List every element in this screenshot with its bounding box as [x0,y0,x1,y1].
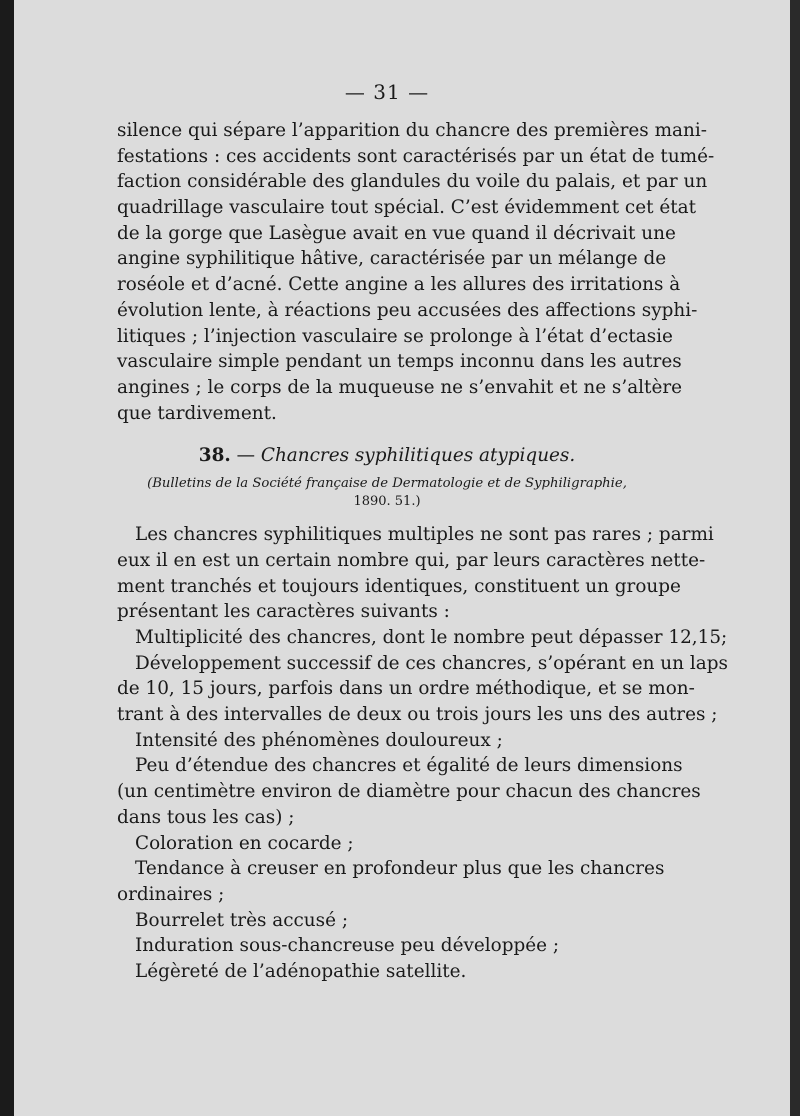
text-line: eux il en est un certain nombre qui, par leurs caractères nette- [117,549,706,571]
list-item-line: dans tous les cas) ; [117,806,295,828]
characteristics-list [117,625,728,985]
text-line: quadrillage vasculaire tout spécial. C’est évidemment cet état [117,197,696,219]
text-line: silence qui sépare l’apparition du chancre des premières mani- [117,120,707,141]
text-line: Les chancres syphilitiques multiples ne sont pas rares ; parmi [135,524,714,546]
section-dash: — [230,445,261,467]
scan-edge [790,0,800,1116]
text-line: que tardivement. [117,402,277,424]
list-item-line: Multiplicité des chancres, dont le nombre peut dépasser 12,15; [135,627,728,648]
text-line: présentant les caractères suivants : [117,601,450,623]
text-line: litiques ; l’injection vasculaire se prolonge à l’état d’ectasie [117,325,673,347]
text-line: roséole et d’acné. Cette angine a les allures des irritations à [117,274,681,296]
text-line: angines ; le corps de la muqueuse ne s’envahit et ne s’altère [117,376,683,398]
bibliographic-reference: (Bulletins de la Société française de Dermatologie et de Syphiligraphie, [147,476,627,492]
list-item-line: Intensité des phénomènes douloureux ; [135,729,503,751]
text-line: ment tranchés et toujours identiques, constituent un groupe [117,575,681,597]
text-line: de la gorge que Lasègue avait en vue quand il décrivait une [117,222,676,244]
section-title: Chancres syphilitiques atypiques. [260,445,576,467]
list-item-line: Légèreté de l’adénopathie satellite. [135,960,467,982]
list-item-line: Développement successif de ces chancres, s’opérant en un laps [135,652,728,674]
list-item-line: Induration sous-chancreuse peu développée ; [135,935,560,957]
paragraph-chancres [117,522,714,625]
list-item-line: Peu d’étendue des chancres et égalité de leurs dimensions [135,755,683,777]
list-item-line: Coloration en cocarde ; [135,832,354,854]
list-item-line: trant à des intervalles de deux ou trois jours les uns des autres ; [117,704,718,726]
section-number: 38. [198,445,231,467]
text-line: faction considérable des glandules du voile du palais, et par un [117,171,708,193]
text-line: évolution lente, à réactions peu accusées des affections syphi- [117,299,698,321]
list-item-line: ordinaires ; [117,883,225,905]
list-item-line: de 10, 15 jours, parfois dans un ordre méthodique, et se mon- [117,678,695,700]
list-item-line: Bourrelet très accusé ; [135,909,349,931]
section-heading [117,444,657,468]
text-line: festations : ces accidents sont caractérisés par un état de tumé- [117,145,715,167]
paragraph-gorge-angine [117,118,715,426]
text-line: angine syphilitique hâtive, caractérisée par un mélange de [117,248,667,270]
list-item-line: Tendance à creuser en profondeur plus que les chancres [135,858,665,880]
text-line: vasculaire simple pendant un temps inconnu dans les autres [117,351,682,373]
bibliographic-reference-tail: 1890. 51.) [353,494,421,510]
page-content [117,80,728,985]
list-item-line: (un centimètre environ de diamètre pour chacun des chancres [117,781,701,803]
page-number: — 31 — [344,80,430,104]
